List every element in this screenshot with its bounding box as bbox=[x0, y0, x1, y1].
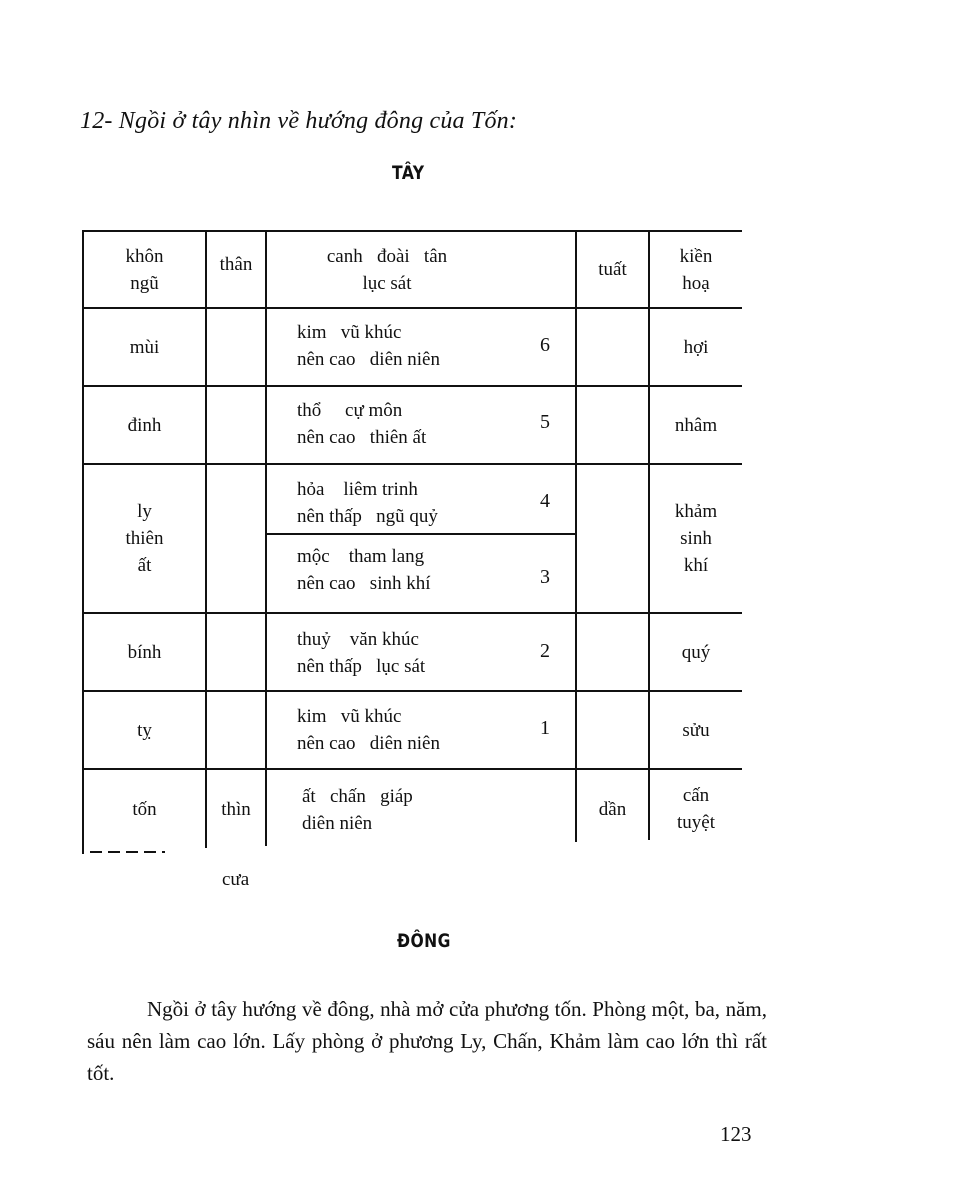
cell-left bbox=[84, 692, 205, 768]
room-number: 1 bbox=[540, 717, 550, 739]
room-line1: thổ cự môn bbox=[297, 400, 403, 421]
cell-text: quý bbox=[681, 641, 711, 663]
direction-east-label: ĐÔNG bbox=[397, 930, 451, 952]
cell-text: khảm bbox=[674, 501, 718, 522]
direction-west-label: TÂY bbox=[392, 162, 425, 184]
cell-right bbox=[650, 387, 742, 463]
section-heading: 12- Ngồi ở tây nhìn về hướng đông của Tốn: bbox=[80, 108, 518, 134]
cell-text: khôn bbox=[125, 245, 164, 267]
cell-text: bính bbox=[127, 641, 162, 663]
cell-left-merged bbox=[84, 465, 205, 612]
cell-right bbox=[650, 614, 742, 690]
cell-text: tốn bbox=[132, 798, 157, 820]
body-paragraph bbox=[87, 993, 767, 1089]
room-line1: mộc tham lang bbox=[297, 546, 425, 567]
cell-text: thân bbox=[219, 254, 253, 275]
cell-text: nhâm bbox=[674, 414, 718, 436]
footer-center-line2: diên niên bbox=[302, 813, 373, 834]
room-line2: nên cao sinh khí bbox=[297, 573, 431, 594]
room-number: 5 bbox=[540, 411, 550, 433]
cell-text: ly bbox=[137, 501, 152, 522]
room-line2: nên thấp lục sát bbox=[297, 656, 426, 677]
cell-footer-right2 bbox=[577, 770, 648, 848]
cell-text: cấn bbox=[682, 785, 710, 806]
table-line bbox=[265, 230, 267, 846]
room-line2: nên cao diên niên bbox=[297, 733, 440, 754]
room-number: 2 bbox=[540, 640, 550, 662]
cell-header-center bbox=[267, 232, 507, 307]
cell-text: khí bbox=[683, 555, 709, 576]
cell-right bbox=[650, 692, 742, 768]
cell-right-merged bbox=[650, 465, 742, 612]
cell-text: ngũ bbox=[130, 272, 159, 294]
table-line bbox=[205, 230, 207, 848]
cell-text: tỵ bbox=[137, 719, 152, 741]
table-line bbox=[265, 533, 577, 535]
cell-text: ất bbox=[137, 555, 152, 576]
room-line1: kim vũ khúc bbox=[297, 322, 402, 343]
cell-text: hoạ bbox=[682, 272, 710, 294]
room-line2: nên cao thiên ất bbox=[297, 427, 427, 448]
paragraph-text: Ngồi ở tây hướng về đông, nhà mở cửa phương tốn. Phòng một, ba, năm, sáu nên làm cao lớn. Lấy phòng ở phương Ly, Chấn, Khảm làm cao lớn thì rất tốt. bbox=[87, 997, 767, 1085]
cell-header-right bbox=[650, 232, 742, 307]
cell-header-left2 bbox=[207, 232, 265, 297]
room-number: 4 bbox=[540, 490, 550, 512]
cell-text: kiền bbox=[679, 245, 713, 267]
cell-text: hợi bbox=[683, 336, 709, 358]
table-line bbox=[575, 230, 577, 842]
cell-left bbox=[84, 614, 205, 690]
cell-footer-right bbox=[650, 770, 742, 848]
room-number: 6 bbox=[540, 334, 550, 356]
cell-right bbox=[650, 309, 742, 385]
cell-header-right2 bbox=[577, 232, 648, 307]
cell-text: mùi bbox=[129, 336, 160, 358]
cell-text: thìn bbox=[221, 798, 251, 820]
cell-left bbox=[84, 309, 205, 385]
cell-footer-left bbox=[84, 770, 205, 848]
room-line1: thuỷ văn khúc bbox=[297, 629, 419, 650]
room-line1: kim vũ khúc bbox=[297, 706, 402, 727]
room-line2: nên thấp ngũ quỷ bbox=[297, 506, 438, 527]
table-border-bottom-dashed bbox=[90, 851, 165, 853]
cell-text: tuất bbox=[598, 259, 627, 280]
room-line1: hỏa liêm trinh bbox=[297, 479, 418, 500]
page-number: 123 bbox=[720, 1122, 752, 1146]
cell-footer-left2 bbox=[207, 770, 265, 848]
door-label: cưa bbox=[222, 869, 250, 890]
room-line2: nên cao diên niên bbox=[297, 349, 440, 370]
cell-text: sinh bbox=[680, 528, 712, 549]
cell-text: lục sát bbox=[362, 272, 412, 294]
footer-center-line1: ất chấn giáp bbox=[302, 786, 413, 807]
cell-text: canh đoài tân bbox=[326, 245, 448, 267]
cell-header-left bbox=[84, 232, 205, 307]
cell-text: sửu bbox=[682, 719, 710, 741]
cell-text: dần bbox=[598, 798, 627, 820]
cell-text: thiên bbox=[125, 528, 164, 549]
cell-left bbox=[84, 387, 205, 463]
cell-text: đinh bbox=[127, 414, 162, 436]
cell-text: tuyệt bbox=[677, 812, 715, 833]
room-number: 3 bbox=[540, 566, 550, 588]
